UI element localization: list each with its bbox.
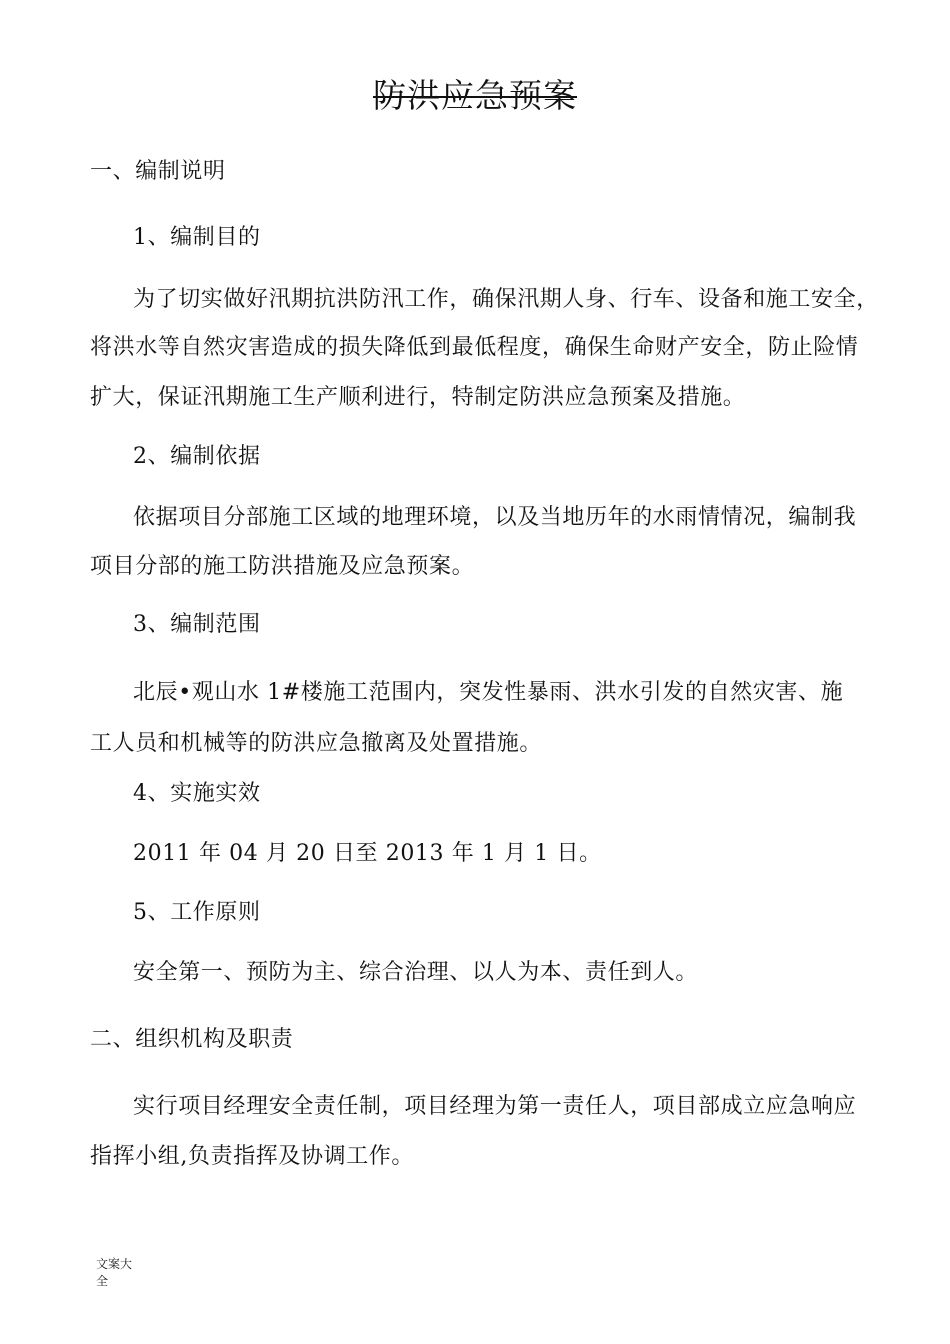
subsection-heading: 2、编制依据 <box>133 444 261 469</box>
subsection-heading: 3、编制范围 <box>133 612 261 637</box>
paragraph-line: 北辰•观山水 1#楼施工范围内，突发性暴雨、洪水引发的自然灾害、施 <box>133 680 844 705</box>
paragraph-line: 将洪水等自然灾害造成的损失降低到最低程度，确保生命财产安全，防止险情 <box>90 335 859 360</box>
document-title: 防洪应急预案 <box>373 76 577 115</box>
subsection-heading: 4、实施实效 <box>133 781 261 806</box>
paragraph-line: 项目分部的施工防洪措施及应急预案。 <box>90 554 475 579</box>
paragraph-line: 工人员和机械等的防洪应急撤离及处置措施。 <box>90 731 543 756</box>
footer-text: 文案大 <box>96 1257 133 1271</box>
paragraph-line: 依据项目分部施工区域的地理环境，以及当地历年的水雨情情况，编制我 <box>133 505 857 530</box>
paragraph-line: 2011 年 04 月 20 日至 2013 年 1 月 1 日。 <box>133 841 602 866</box>
subsection-heading: 5、工作原则 <box>133 900 261 925</box>
page-footer <box>96 1256 144 1290</box>
footer-text: 全 <box>96 1274 109 1288</box>
section-heading: 一、编制说明 <box>90 159 226 184</box>
paragraph-line: 实行项目经理安全责任制，项目经理为第一责任人，项目部成立应急响应 <box>133 1094 857 1119</box>
paragraph-line: 为了切实做好汛期抗洪防汛工作，确保汛期人身、行车、设备和施工安全， <box>133 287 879 312</box>
section-heading: 二、组织机构及职责 <box>90 1027 294 1052</box>
paragraph-line: 扩大，保证汛期施工生产顺利进行，特制定防洪应急预案及措施。 <box>90 385 746 410</box>
paragraph-line: 安全第一、预防为主、综合治理、以人为本、责任到人。 <box>133 960 699 985</box>
paragraph-line: 指挥小组,负责指挥及协调工作。 <box>90 1144 414 1169</box>
subsection-heading: 1、编制目的 <box>133 225 261 250</box>
